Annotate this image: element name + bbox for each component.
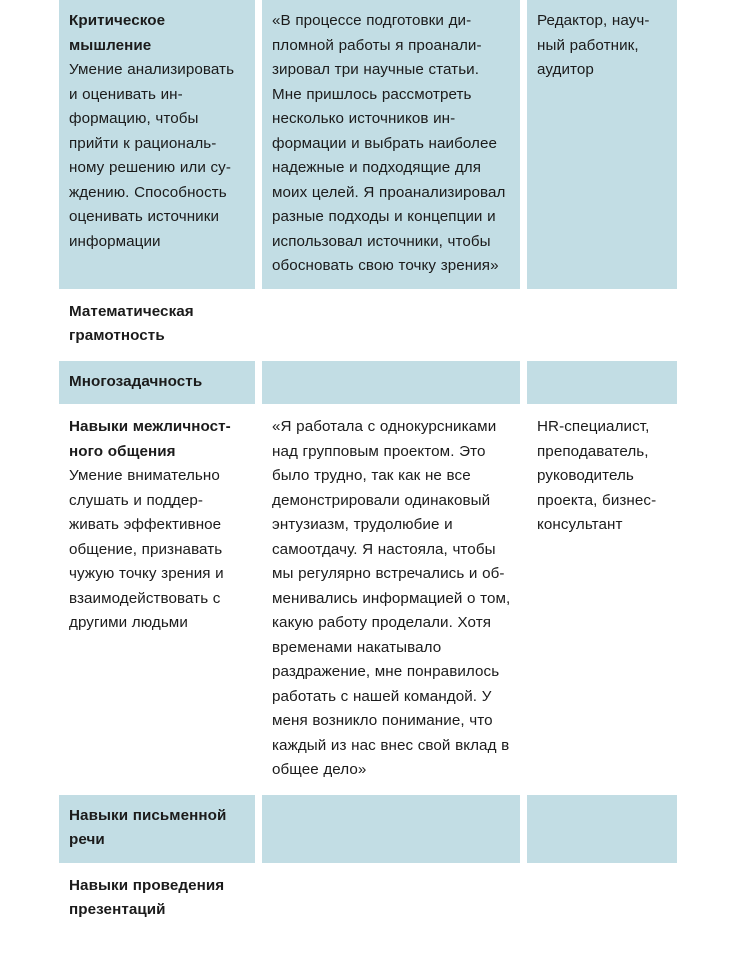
table-cell-example bbox=[262, 406, 520, 793]
roles-cell bbox=[527, 0, 677, 289]
table-row bbox=[59, 795, 677, 863]
example-quote: «Я работала с однокурсниками над групповым проектом. Это было трудно, так как не все демонстрировали одинаковый энтузиазм, трудолюбие и самоотдачу. Я настояла, чтобы мы регулярно встречались и обменивались информацией о том, какую работу проделали. Хотя временами накатывало раздражение, мне понравилось работать с нашей командой. У меня возникло понимание, что каждый из нас внес свой вклад в общее дело» bbox=[272, 418, 511, 778]
table-cell-roles bbox=[527, 0, 677, 289]
table-cell-roles bbox=[527, 406, 677, 793]
table-cell-example bbox=[262, 795, 520, 863]
table-cell-roles bbox=[527, 865, 677, 933]
skill-title: Математическая грамотность bbox=[69, 302, 194, 344]
skills-table bbox=[52, 0, 684, 933]
skills-table-body bbox=[59, 0, 677, 933]
table-row bbox=[59, 406, 677, 793]
table-cell-example bbox=[262, 0, 520, 289]
roles-list: Редактор, научный работник, аудитор bbox=[537, 12, 650, 78]
table-cell-example bbox=[262, 865, 520, 933]
table-cell-skill bbox=[59, 406, 255, 793]
example-quote: «В процессе подготовки дипломной работы я проанализировал три научные статьи. Мне пришлось рассмотреть несколько источников информации и выбрать наиболее надежные и подходящие для моих целей. Я проанализировал разные подходы и концепции и использовал источники, чтобы обосновать свою точку зрения» bbox=[272, 12, 506, 274]
roles-cell bbox=[527, 406, 677, 548]
example-cell bbox=[262, 406, 520, 793]
skill-title: Критическое мышление bbox=[69, 12, 166, 54]
skill-title: Многозадачность bbox=[69, 372, 203, 390]
skill-cell bbox=[59, 291, 255, 359]
table-cell-skill bbox=[59, 795, 255, 863]
table-cell-skill bbox=[59, 0, 255, 289]
table-cell-skill bbox=[59, 291, 255, 359]
skill-cell bbox=[59, 361, 255, 405]
skill-cell bbox=[59, 0, 255, 289]
skill-description: Умение внимательно слушать и поддерживать эффективное общение, признавать чужую точку зрения и взаимодействовать с другими людьми bbox=[69, 467, 224, 631]
table-cell-skill bbox=[59, 865, 255, 933]
table-row bbox=[59, 361, 677, 405]
table-row bbox=[59, 865, 677, 933]
roles-cell bbox=[527, 795, 677, 863]
roles-cell bbox=[527, 291, 677, 310]
skill-title: Навыки проведения презентаций bbox=[69, 876, 225, 918]
table-cell-example bbox=[262, 291, 520, 359]
table-cell-skill bbox=[59, 361, 255, 405]
roles-list: HR-специалист, преподаватель, руководитель проекта, бизнес-консультант bbox=[537, 418, 657, 533]
skill-description: Умение анализировать и оценивать информацию, чтобы прийти к рациональному решению или суждению. Способность оценивать источники информации bbox=[69, 61, 235, 250]
skill-title: Навыки письменной речи bbox=[69, 806, 227, 848]
example-cell bbox=[262, 795, 520, 863]
example-cell bbox=[262, 291, 520, 310]
table-row bbox=[59, 291, 677, 359]
table-cell-example bbox=[262, 361, 520, 405]
roles-cell bbox=[527, 361, 677, 405]
skill-cell bbox=[59, 406, 255, 646]
table-cell-roles bbox=[527, 361, 677, 405]
table-cell-roles bbox=[527, 291, 677, 359]
example-cell bbox=[262, 865, 520, 884]
roles-cell bbox=[527, 865, 677, 884]
skill-title: Навыки межличностного общения bbox=[69, 418, 231, 460]
example-cell bbox=[262, 0, 520, 289]
table-cell-roles bbox=[527, 795, 677, 863]
table-row bbox=[59, 0, 677, 289]
skill-cell bbox=[59, 865, 255, 933]
skill-cell bbox=[59, 795, 255, 863]
example-cell bbox=[262, 361, 520, 405]
